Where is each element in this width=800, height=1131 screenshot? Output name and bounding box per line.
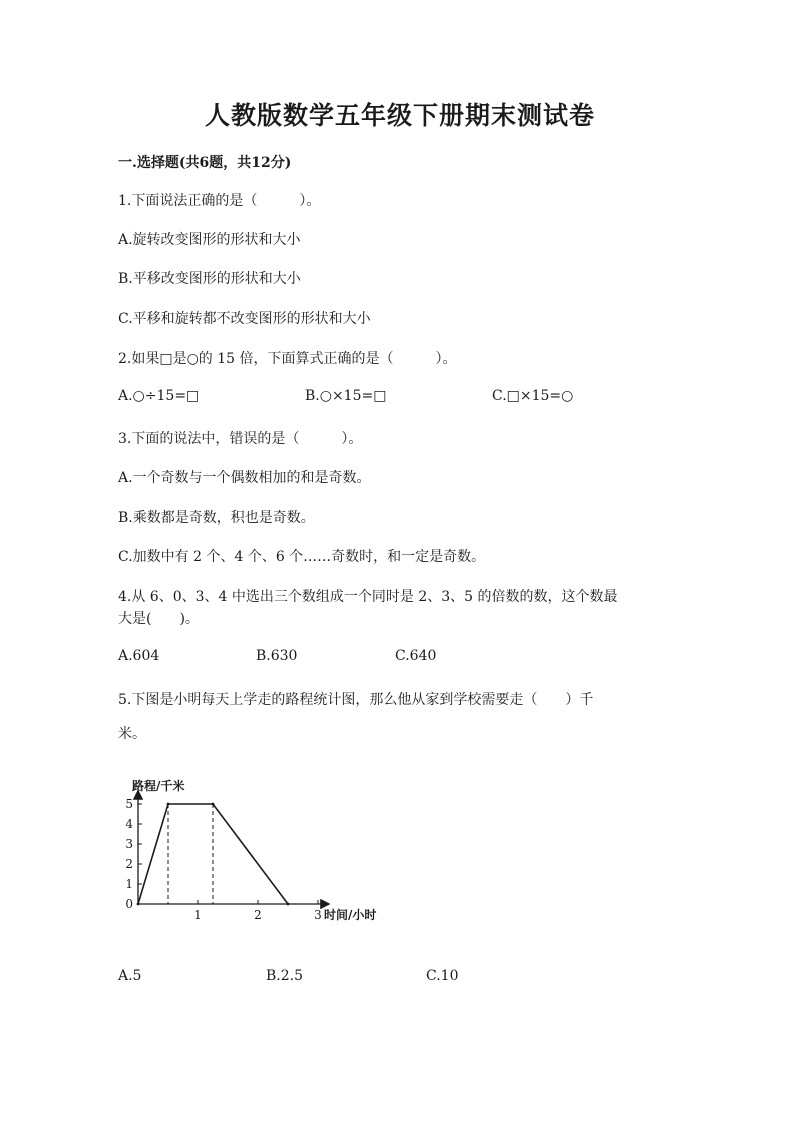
data-point bbox=[167, 803, 170, 806]
q1-option-c: C.平移和旋转都不改变图形的形状和大小 bbox=[118, 311, 371, 327]
y-axis-label: 路程/千米 bbox=[132, 779, 185, 793]
q1-option-b: B.平移改变图形的形状和大小 bbox=[118, 271, 301, 287]
x-tick-label: 1 bbox=[194, 908, 202, 922]
q5-stem-line1: 5.下图是小明每天上学走的路程统计图，那么他从家到学校需要走（ ）千 bbox=[118, 692, 594, 708]
q4-stem-line2: 大是( )。 bbox=[118, 611, 199, 627]
data-point bbox=[287, 903, 290, 906]
y-tick-label: 2 bbox=[125, 857, 133, 871]
q5-option-b: B.2.5 bbox=[266, 968, 304, 984]
section-heading: 一.选择题(共6题，共12分) bbox=[118, 155, 292, 171]
y-tick-label: 1 bbox=[125, 877, 133, 891]
x-axis-label: 时间/小时 bbox=[324, 908, 377, 922]
y-tick-label: 5 bbox=[125, 797, 133, 811]
y-tick-label: 3 bbox=[125, 837, 133, 851]
q3-option-a: A.一个奇数与一个偶数相加的和是奇数。 bbox=[118, 470, 371, 486]
q5-option-a: A.5 bbox=[118, 968, 142, 984]
y-tick-label: 0 bbox=[125, 897, 133, 911]
q2-option-b: B.○×15=□ bbox=[305, 388, 387, 404]
data-point bbox=[137, 903, 140, 906]
q1-stem: 1.下面说法正确的是（ ）。 bbox=[118, 193, 321, 209]
page-title: 人教版数学五年级下册期末测试卷 bbox=[204, 101, 595, 130]
q2-stem: 2.如果□是○的 15 倍，下面算式正确的是（ ）。 bbox=[118, 351, 457, 367]
q5-option-c: C.10 bbox=[426, 968, 459, 984]
q4-option-a: A.604 bbox=[118, 648, 160, 664]
q4-option-b: B.630 bbox=[256, 648, 298, 664]
q4-option-c: C.640 bbox=[395, 648, 437, 664]
q5-stem-line2: 米。 bbox=[118, 726, 146, 742]
x-tick-label: 2 bbox=[254, 908, 262, 922]
q2-option-a: A.○÷15=□ bbox=[118, 388, 200, 404]
q4-stem-line1: 4.从 6、0、3、4 中选出三个数组成一个同时是 2、3、5 的倍数的数，这个数最 bbox=[118, 589, 618, 605]
x-tick-label: 3 bbox=[314, 908, 322, 922]
y-tick-label: 4 bbox=[125, 817, 133, 831]
q3-option-b: B.乘数都是奇数，积也是奇数。 bbox=[118, 510, 315, 526]
q1-option-a: A.旋转改变图形的形状和大小 bbox=[118, 232, 301, 248]
data-point bbox=[212, 803, 215, 806]
q3-option-c: C.加数中有 2 个、4 个、6 个……奇数时，和一定是奇数。 bbox=[118, 549, 486, 565]
q3-stem: 3.下面的说法中，错误的是（ ）。 bbox=[118, 431, 363, 447]
distance-time-chart bbox=[118, 776, 418, 926]
q2-option-c: C.□×15=○ bbox=[492, 388, 574, 404]
